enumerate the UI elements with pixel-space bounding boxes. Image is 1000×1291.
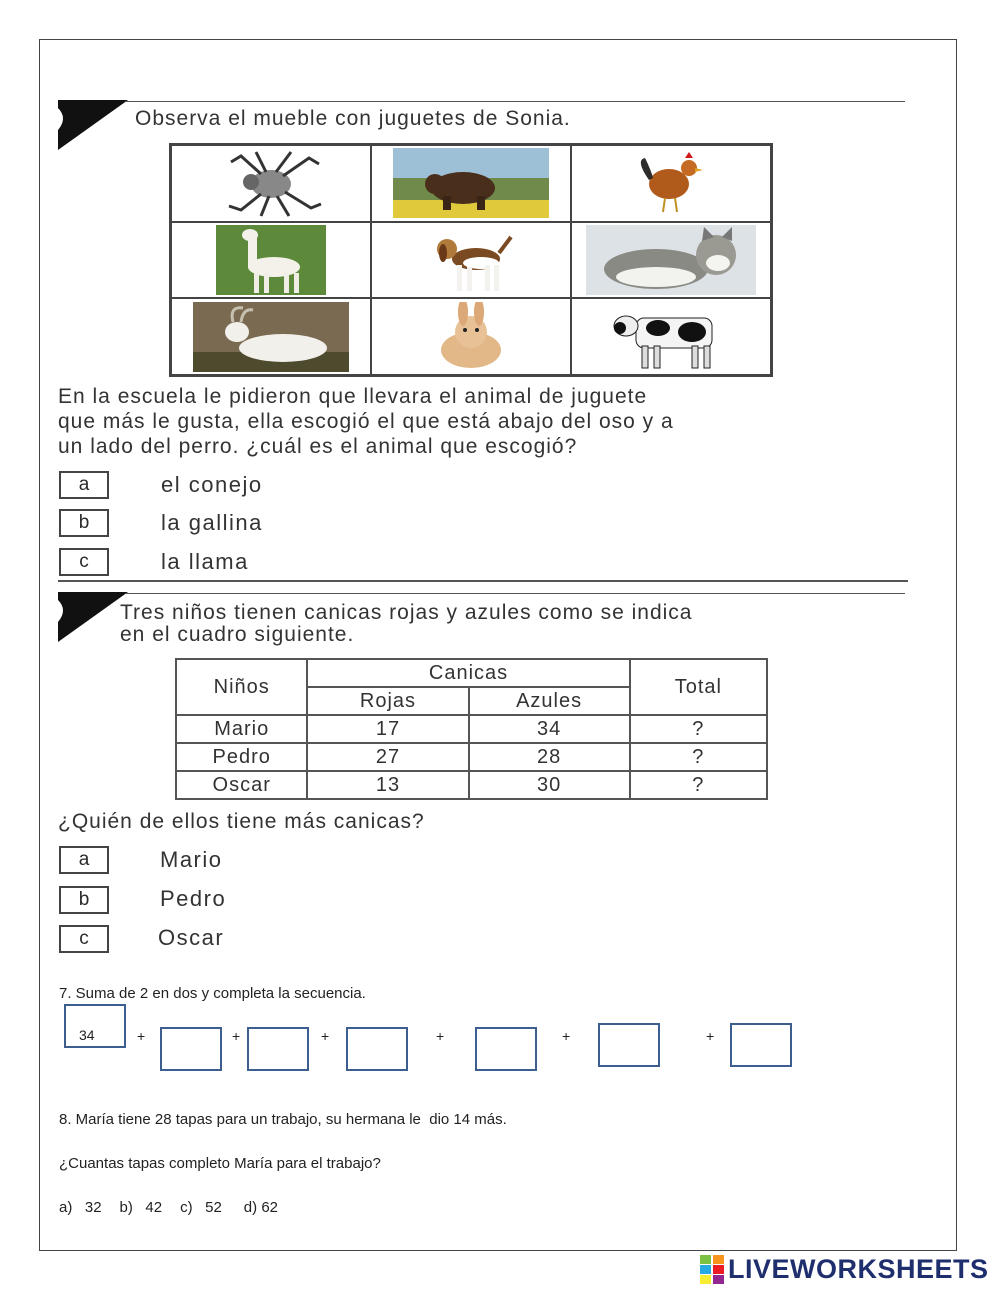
option-value: 32 [84,1199,102,1216]
sequence-start-box [64,1004,126,1048]
rooster-icon [631,150,711,216]
sequence-answer-1[interactable] [160,1027,222,1071]
q7-prompt: 7. Suma de 2 en dos y completa la secuencia. [59,985,366,1002]
q5-option-b-text: la gallina [161,510,263,535]
row-total: ? [630,743,767,771]
bear-icon [393,148,549,218]
table-row [176,743,767,771]
cell-bear [371,145,571,222]
header-total: Total [630,659,767,715]
q5-question-line: un lado del perro. ¿cuál es el animal que escogió? [58,435,578,458]
q5-option-a-box[interactable]: a [59,471,109,499]
option-value: 52 [205,1199,222,1216]
top-rule [125,593,905,594]
q5-question-line: En la escuela le pidieron que llevara el animal de juguete [58,385,648,408]
q6-prompt-line: en el cuadro siguiente. [120,623,355,646]
question-tab-icon [58,592,128,642]
option-value: 62 [261,1199,278,1216]
brand-logo [700,1254,989,1285]
dog-icon [421,225,521,295]
q5-option-c-box[interactable]: c [59,548,109,576]
q6-question: ¿Quién de ellos tiene más canicas? [58,810,425,833]
cell-goat [171,298,371,375]
q8-option-a[interactable] [59,1199,102,1216]
cell-dog [371,222,571,299]
option-value: 42 [145,1199,163,1216]
liveworksheets-logo-icon [700,1255,724,1285]
q8-prompt: 8. María tiene 28 tapas para un trabajo, su hermana le dio 14 más. [59,1111,507,1128]
question-tab-icon [58,100,128,150]
cell-rooster [571,145,771,222]
q8-option-b[interactable] [120,1199,163,1216]
q5-question-line: que más le gusta, ella escogió el que está abajo del oso y a [58,410,674,433]
cat-icon [586,225,756,295]
sequence-answer-2[interactable] [247,1027,309,1071]
llama-icon [216,225,326,295]
option-letter: a) [59,1199,73,1216]
row-name: Pedro [176,743,307,771]
option-letter: c) [180,1199,193,1216]
header-rojas: Rojas [307,687,468,715]
q5-option-c-text: la llama [161,549,249,574]
plus-sign: + [562,1028,571,1044]
cow-icon [606,302,736,372]
spider-icon [211,148,331,218]
cell-spider [171,145,371,222]
row-name: Oscar [176,771,307,799]
table-row [176,715,767,743]
q8-option-d[interactable] [244,1199,278,1216]
row-azules: 28 [469,743,630,771]
cell-cat [571,222,771,299]
sequence-start-value: 34 [79,1027,95,1043]
sequence-answer-3[interactable] [346,1027,408,1071]
row-azules: 30 [469,771,630,799]
table-row [176,771,767,799]
sequence-answer-5[interactable] [598,1023,660,1067]
q5-option-b-box[interactable]: b [59,509,109,537]
cell-cow [571,298,771,375]
sequence-answer-4[interactable] [475,1027,537,1071]
q6-prompt-line: Tres niños tienen canicas rojas y azules como se indica [120,601,693,624]
row-total: ? [630,771,767,799]
q8-option-c[interactable] [180,1199,222,1216]
row-rojas: 27 [307,743,468,771]
option-letter: b) [119,1199,133,1216]
rabbit-icon [421,302,521,372]
q8-options [59,1199,278,1216]
q6-option-b-text: Pedro [160,886,227,911]
goat-icon [193,302,349,372]
q6-option-a-box[interactable]: a [59,846,109,874]
header-azules: Azules [469,687,630,715]
plus-sign: + [137,1028,146,1044]
option-letter: d) [243,1199,258,1216]
q6-option-c-text: Oscar [158,925,225,950]
q8-question: ¿Cuantas tapas completo María para el trabajo? [59,1155,381,1172]
q5-option-a-text: el conejo [161,472,263,497]
q6-option-c-box[interactable]: c [59,925,109,953]
animal-grid [169,143,773,377]
plus-sign: + [706,1028,715,1044]
q6-option-a-text: Mario [160,847,223,872]
q6-option-b-box[interactable]: b [59,886,109,914]
section-rule [58,580,908,582]
header-canicas: Canicas [307,659,629,687]
plus-sign: + [436,1028,445,1044]
plus-sign: + [321,1028,330,1044]
brand-name: LIVEWORKSHEETS [728,1254,989,1284]
header-ninos: Niños [176,659,307,715]
canicas-table [175,658,768,800]
plus-sign: + [232,1028,241,1044]
q6-prompt [120,602,692,646]
cell-llama [171,222,371,299]
row-name: Mario [176,715,307,743]
top-rule [125,101,905,102]
row-rojas: 13 [307,771,468,799]
sequence-answer-6[interactable] [730,1023,792,1067]
row-total: ? [630,715,767,743]
row-azules: 34 [469,715,630,743]
row-rojas: 17 [307,715,468,743]
cell-rabbit [371,298,571,375]
q5-prompt: Observa el mueble con juguetes de Sonia. [135,107,571,130]
q5-question [58,384,674,459]
